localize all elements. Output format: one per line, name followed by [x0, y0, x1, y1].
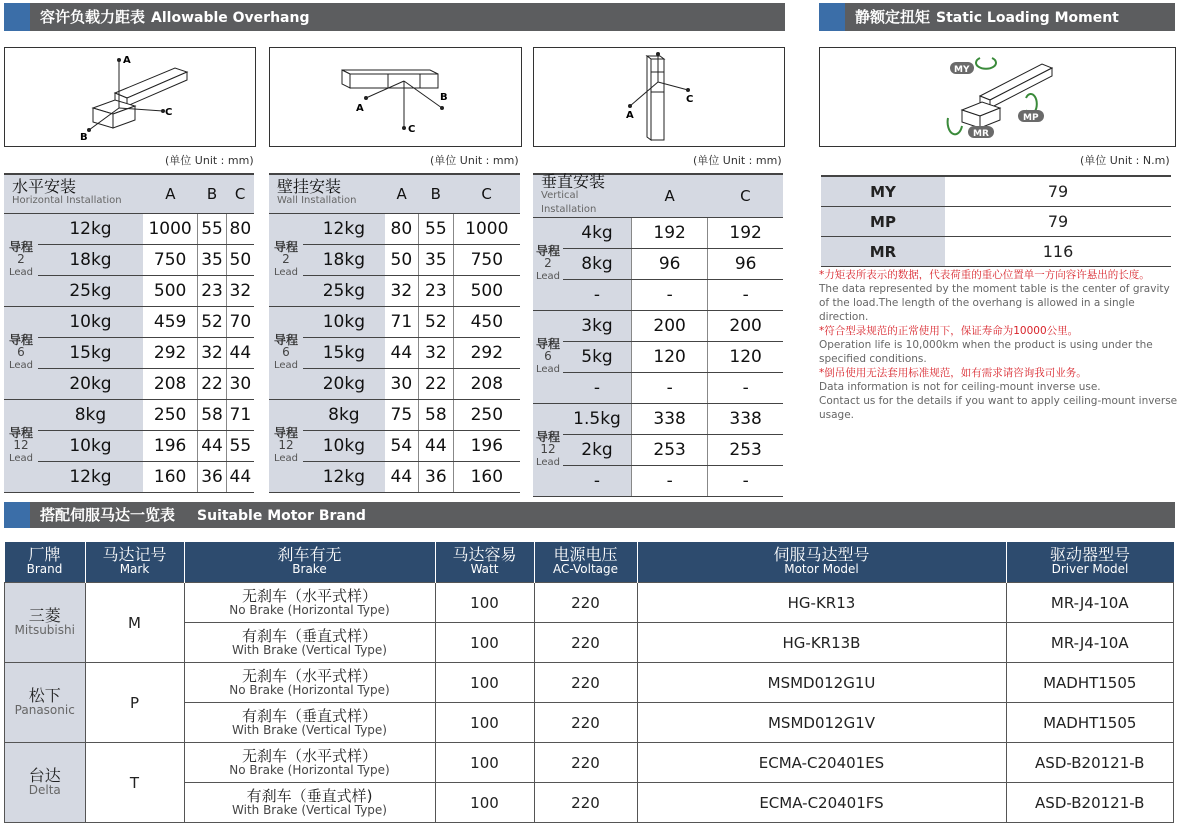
col-header: A	[385, 174, 419, 214]
table-row	[533, 249, 783, 280]
voltage-cell: 220	[534, 743, 637, 783]
load-cell: 25kg	[303, 276, 385, 307]
motor-header-row	[5, 542, 1174, 583]
col-header: A	[143, 174, 198, 214]
value-cell: -	[708, 280, 783, 311]
section-accent	[4, 502, 30, 528]
value-cell: 338	[708, 404, 783, 435]
value-cell: 55	[226, 431, 254, 462]
load-cell: 2kg	[563, 435, 632, 466]
table-row	[4, 338, 254, 369]
load-cell: 15kg	[303, 338, 385, 369]
table-row	[269, 462, 520, 493]
lead-cell: 导程 6 Lead	[269, 307, 303, 400]
watt-cell: 100	[435, 703, 534, 743]
driver-model-cell: MR-J4-10A	[1006, 583, 1174, 623]
brake-cell: 无刹车（水平式样） No Brake (Horizontal Type)	[184, 663, 435, 703]
value-cell: -	[632, 280, 708, 311]
load-cell: 15kg	[38, 338, 143, 369]
value-cell: 96	[632, 249, 708, 280]
value-cell: 80	[385, 214, 419, 245]
value-cell: 35	[419, 245, 454, 276]
diagram-label-c: C	[686, 94, 694, 105]
load-cell: -	[563, 280, 632, 311]
col-header: A	[632, 174, 708, 218]
load-cell: 12kg	[303, 214, 385, 245]
section-accent	[819, 3, 845, 31]
diagram-label-b: B	[80, 132, 88, 143]
note-line: *力矩表所表示的数据，代表荷重的重心位置单一方向容许悬出的长度。	[819, 269, 1150, 281]
load-cell: 5kg	[563, 342, 632, 373]
value-cell: 96	[708, 249, 783, 280]
value-cell: 22	[198, 369, 226, 400]
lead-cell: 导程 12 Lead	[269, 400, 303, 493]
table-row	[5, 583, 1174, 623]
value-cell: 160	[143, 462, 198, 493]
moment-value-cell: 79	[945, 176, 1171, 207]
value-cell: -	[708, 373, 783, 404]
value-cell: -	[632, 466, 708, 497]
col-header: C	[226, 174, 254, 214]
voltage-cell: 220	[534, 583, 637, 623]
col-header: B	[419, 174, 454, 214]
value-cell: 70	[226, 307, 254, 338]
value-cell: 54	[385, 431, 419, 462]
col-header-voltage: 电源电压 AC-Voltage	[534, 542, 637, 583]
moment-key-cell: MR	[821, 237, 945, 267]
note-line: *倒吊使用无法套用标准规范，如有需求请咨询我司业务。	[819, 367, 1087, 379]
value-cell: 75	[385, 400, 419, 431]
table-row	[4, 400, 254, 431]
wall-overhang-table	[269, 173, 520, 493]
value-cell: 44	[385, 462, 419, 493]
load-cell: 8kg	[303, 400, 385, 431]
moment-notes	[819, 268, 1179, 422]
load-cell: 25kg	[38, 276, 143, 307]
voltage-cell: 220	[534, 663, 637, 703]
watt-cell: 100	[435, 743, 534, 783]
load-cell: -	[563, 373, 632, 404]
value-cell: 44	[419, 431, 454, 462]
value-cell: 192	[632, 218, 708, 249]
value-cell: 30	[385, 369, 419, 400]
load-cell: 10kg	[38, 307, 143, 338]
diagram-label-my: MY	[954, 65, 970, 75]
note-line: Operation life is 10,000km when the product is using under the specified conditions.	[819, 339, 1153, 365]
moment-unit-note: (单位 Unit : N.m)	[1080, 154, 1170, 167]
value-cell: 44	[226, 462, 254, 493]
table-row	[533, 404, 783, 435]
value-cell: 71	[385, 307, 419, 338]
value-cell: 32	[198, 338, 226, 369]
table-row	[533, 218, 783, 249]
motor-table	[4, 542, 1174, 823]
table-row	[4, 431, 254, 462]
value-cell: 500	[453, 276, 520, 307]
table-row	[269, 276, 520, 307]
load-cell: 20kg	[303, 369, 385, 400]
value-cell: 200	[632, 311, 708, 342]
overhang-section-header	[4, 3, 785, 31]
value-cell: 30	[226, 369, 254, 400]
load-cell: 20kg	[38, 369, 143, 400]
value-cell: 58	[198, 400, 226, 431]
lead-cell: 导程 6 Lead	[533, 311, 563, 404]
horizontal-unit-note: (单位 Unit : mm)	[165, 154, 254, 167]
value-cell: 200	[708, 311, 783, 342]
value-cell: 23	[419, 276, 454, 307]
diagram-label-mp: MP	[1023, 113, 1039, 123]
diagram-label-c: C	[408, 124, 416, 135]
lead-cell: 导程 6 Lead	[4, 307, 38, 400]
table-title: 壁挂安装 Wall Installation	[269, 174, 385, 214]
note-line: *符合型录规范的正常使用下，保证寿命为10000公里。	[819, 325, 1079, 337]
lead-cell: 导程 2 Lead	[533, 218, 563, 311]
moment-value-cell: 79	[945, 207, 1171, 237]
value-cell: -	[632, 373, 708, 404]
value-cell: 32	[419, 338, 454, 369]
value-cell: 459	[143, 307, 198, 338]
motor-model-cell: MSMD012G1U	[637, 663, 1006, 703]
table-title: 水平安装 Horizontal Installation	[4, 174, 143, 214]
value-cell: 80	[226, 214, 254, 245]
moment-key-cell: MY	[821, 176, 945, 207]
driver-model-cell: MADHT1505	[1006, 663, 1174, 703]
load-cell: 1.5kg	[563, 404, 632, 435]
motor-section-header	[4, 502, 1175, 528]
col-header-motor-model: 伺服马达型号 Motor Model	[637, 542, 1006, 583]
table-row	[269, 245, 520, 276]
motor-title: 搭配伺服马达一览表 Suitable Motor Brand	[40, 506, 366, 524]
value-cell: 1000	[143, 214, 198, 245]
table-row	[821, 176, 1171, 207]
note-line: Data information is not for ceiling-mount inverse use.	[819, 381, 1101, 393]
moment-title: 静额定扭矩 Static Loading Moment	[855, 8, 1119, 26]
value-cell: 50	[226, 245, 254, 276]
table-row	[269, 307, 520, 338]
value-cell: 36	[419, 462, 454, 493]
lead-cell: 导程 12 Lead	[533, 404, 563, 497]
table-row	[533, 342, 783, 373]
horizontal-overhang-table	[4, 173, 254, 493]
overhang-title: 容许负载力距表 Allowable Overhang	[40, 8, 310, 26]
value-cell: 35	[198, 245, 226, 276]
watt-cell: 100	[435, 583, 534, 623]
value-cell: 192	[708, 218, 783, 249]
vertical-unit-note: (单位 Unit : mm)	[693, 154, 782, 167]
table-row	[269, 338, 520, 369]
table-row	[533, 280, 783, 311]
load-cell: 12kg	[38, 214, 143, 245]
col-header: C	[708, 174, 783, 218]
table-row	[821, 207, 1171, 237]
table-row	[4, 307, 254, 338]
value-cell: 253	[708, 435, 783, 466]
load-cell: 18kg	[38, 245, 143, 276]
load-cell: 10kg	[303, 307, 385, 338]
load-cell: 3kg	[563, 311, 632, 342]
section-accent	[4, 3, 30, 31]
value-cell: 32	[385, 276, 419, 307]
diagram-label-a: A	[123, 55, 131, 66]
col-header-brake: 刹车有无 Brake	[184, 542, 435, 583]
moment-diagram	[819, 47, 1176, 147]
table-row	[269, 400, 520, 431]
value-cell: 23	[198, 276, 226, 307]
load-cell: 8kg	[38, 400, 143, 431]
value-cell: 250	[453, 400, 520, 431]
mark-cell: P	[85, 663, 184, 743]
driver-model-cell: MR-J4-10A	[1006, 623, 1174, 663]
diagram-label-a: A	[356, 103, 364, 114]
vertical-overhang-table	[533, 173, 783, 497]
value-cell: 208	[143, 369, 198, 400]
brand-cell: 台达 Delta	[5, 743, 86, 823]
motor-model-cell: ECMA-C20401FS	[637, 783, 1006, 823]
brand-cell: 三菱 Mitsubishi	[5, 583, 86, 663]
value-cell: -	[708, 466, 783, 497]
value-cell: 196	[143, 431, 198, 462]
value-cell: 32	[226, 276, 254, 307]
load-cell: 12kg	[38, 462, 143, 493]
moment-table	[821, 175, 1171, 267]
value-cell: 1000	[453, 214, 520, 245]
value-cell: 52	[198, 307, 226, 338]
col-header: C	[453, 174, 520, 214]
vertical-install-diagram	[533, 47, 785, 147]
horizontal-install-diagram	[4, 47, 256, 147]
brake-cell: 有刹车（垂直式样） With Brake (Vertical Type)	[184, 623, 435, 663]
table-row	[5, 743, 1174, 783]
table-row	[533, 373, 783, 404]
lead-cell: 导程 2 Lead	[4, 214, 38, 307]
value-cell: 50	[385, 245, 419, 276]
table-row	[4, 276, 254, 307]
watt-cell: 100	[435, 783, 534, 823]
watt-cell: 100	[435, 663, 534, 703]
table-row	[4, 214, 254, 245]
diagram-label-c: C	[165, 107, 173, 118]
watt-cell: 100	[435, 623, 534, 663]
driver-model-cell: ASD-B20121-B	[1006, 783, 1174, 823]
diagram-label-mr: MR	[973, 129, 989, 139]
load-cell: 4kg	[563, 218, 632, 249]
mark-cell: T	[85, 743, 184, 823]
value-cell: 58	[419, 400, 454, 431]
table-row	[821, 237, 1171, 267]
table-row	[269, 431, 520, 462]
table-row	[4, 462, 254, 493]
voltage-cell: 220	[534, 623, 637, 663]
value-cell: 36	[198, 462, 226, 493]
brake-cell: 无刹车（水平式样） No Brake (Horizontal Type)	[184, 743, 435, 783]
value-cell: 22	[419, 369, 454, 400]
table-row	[533, 435, 783, 466]
motor-model-cell: HG-KR13	[637, 583, 1006, 623]
value-cell: 160	[453, 462, 520, 493]
value-cell: 55	[419, 214, 454, 245]
value-cell: 44	[385, 338, 419, 369]
value-cell: 55	[198, 214, 226, 245]
value-cell: 250	[143, 400, 198, 431]
diagram-label-b: B	[440, 92, 448, 103]
col-header-mark: 马达记号 Mark	[85, 542, 184, 583]
col-header: B	[198, 174, 226, 214]
moment-value-cell: 116	[945, 237, 1171, 267]
value-cell: 253	[632, 435, 708, 466]
value-cell: 52	[419, 307, 454, 338]
col-header-watt: 马达容易 Watt	[435, 542, 534, 583]
table-row	[4, 369, 254, 400]
voltage-cell: 220	[534, 703, 637, 743]
table-row	[533, 311, 783, 342]
value-cell: 208	[453, 369, 520, 400]
load-cell: 18kg	[303, 245, 385, 276]
moment-key-cell: MP	[821, 207, 945, 237]
value-cell: 750	[453, 245, 520, 276]
value-cell: 44	[198, 431, 226, 462]
wall-unit-note: (单位 Unit : mm)	[430, 154, 519, 167]
brake-cell: 有刹车（垂直式样) With Brake (Vertical Type)	[184, 783, 435, 823]
brand-cell: 松下 Panasonic	[5, 663, 86, 743]
brake-cell: 有刹车（垂直式样） With Brake (Vertical Type)	[184, 703, 435, 743]
value-cell: 750	[143, 245, 198, 276]
load-cell: 8kg	[563, 249, 632, 280]
driver-model-cell: ASD-B20121-B	[1006, 743, 1174, 783]
motor-model-cell: MSMD012G1V	[637, 703, 1006, 743]
value-cell: 500	[143, 276, 198, 307]
diagram-label-a: A	[626, 110, 634, 121]
motor-model-cell: ECMA-C20401ES	[637, 743, 1006, 783]
table-row	[5, 663, 1174, 703]
lead-cell: 导程 2 Lead	[269, 214, 303, 307]
brake-cell: 无刹车（水平式样） No Brake (Horizontal Type)	[184, 583, 435, 623]
moment-section-header	[819, 3, 1175, 31]
load-cell: 10kg	[38, 431, 143, 462]
load-cell: -	[563, 466, 632, 497]
note-line: The data represented by the moment table is the center of gravity of the load.The length of the overhang is allowed in a single direction.	[819, 283, 1170, 323]
value-cell: 292	[453, 338, 520, 369]
lead-cell: 导程 12 Lead	[4, 400, 38, 493]
motor-model-cell: HG-KR13B	[637, 623, 1006, 663]
col-header-brand: 厂牌 Brand	[5, 542, 86, 583]
table-row	[269, 214, 520, 245]
value-cell: 196	[453, 431, 520, 462]
value-cell: 120	[632, 342, 708, 373]
note-line: Contact us for the details if you want to apply ceiling-mount inverse usage.	[819, 395, 1178, 421]
table-row	[4, 245, 254, 276]
value-cell: 120	[708, 342, 783, 373]
table-row	[269, 369, 520, 400]
table-title: 垂直安装 Vertical Installation	[533, 174, 632, 218]
wall-install-diagram	[269, 47, 522, 147]
voltage-cell: 220	[534, 783, 637, 823]
value-cell: 450	[453, 307, 520, 338]
value-cell: 44	[226, 338, 254, 369]
load-cell: 12kg	[303, 462, 385, 493]
value-cell: 338	[632, 404, 708, 435]
load-cell: 10kg	[303, 431, 385, 462]
driver-model-cell: MADHT1505	[1006, 703, 1174, 743]
value-cell: 71	[226, 400, 254, 431]
table-row	[533, 466, 783, 497]
col-header-driver-model: 驱动器型号 Driver Model	[1006, 542, 1174, 583]
mark-cell: M	[85, 583, 184, 663]
value-cell: 292	[143, 338, 198, 369]
